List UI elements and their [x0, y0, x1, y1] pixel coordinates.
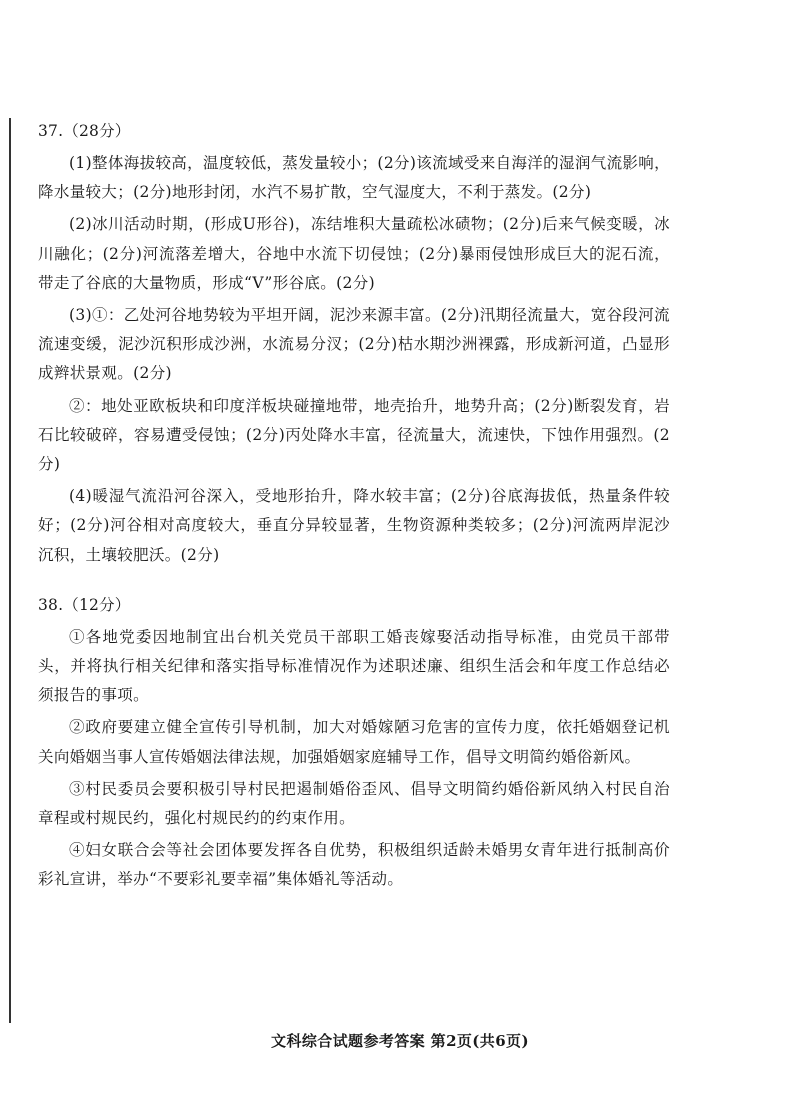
- q37-part3-answer-a: (3)①：乙处河谷地势较为平坦开阔，泥沙来源丰富。(2分)汛期径流量大，宽谷段河流流速变缓，泥沙沉积形成沙洲，水流易分汊；(2分)枯水期沙洲裸露，形成新河道，凸显形成辫状景观。(2分): [38, 306, 670, 383]
- q37-part3-answer-b: ②：地处亚欧板块和印度洋板块碰撞地带，地壳抬升，地势升高；(2分)断裂发育，岩石比较破碎，容易遭受侵蚀；(2分)丙处降水丰富，径流量大，流速快，下蚀作用强烈。(2分): [38, 396, 670, 474]
- question-38-section: [38, 590, 670, 895]
- binding-margin-line: [9, 118, 11, 1023]
- q38-point1: ①各地党委因地制宜出台机关党员干部职工婚丧嫁娶活动指导标准，由党员干部带头，并将执行相关纪律和落实指导标准情况作为述职述廉、组织生活会和年度工作总结必须报告的事项。: [38, 627, 670, 705]
- q37-part2-answer: (2)冰川活动时期，(形成U形谷)，冻结堆积大量疏松冰碛物；(2分)后来气候变暖，冰川融化；(2分)河流落差增大，谷地中水流下切侵蚀；(2分)暴雨侵蚀形成巨大的泥石流，带走了谷底的大量物质，形成“V”形谷底。(2分): [38, 215, 670, 292]
- page-footer: 文科综合试题参考答案 第2页(共6页): [271, 1032, 529, 1050]
- question-37-section: [38, 116, 670, 570]
- question-37-heading: 37.（28分）: [38, 122, 131, 140]
- q38-point2: ②政府要建立健全宣传引导机制，加大对婚嫁陋习危害的宣传力度，依托婚姻登记机关向婚姻当事人宣传婚姻法律法规，加强婚姻家庭辅导工作，倡导文明简约婚俗新风。: [38, 718, 670, 766]
- q37-part4-answer: (4)暖湿气流沿河谷深入，受地形抬升，降水较丰富；(2分)谷底海拔低，热量条件较好；(2分)河谷相对高度较大，垂直分异较显著，生物资源种类较多；(2分)河流两岸泥沙沉积，土壤较肥沃。(2分): [38, 487, 670, 564]
- q37-part1-answer: (1)整体海拔较高，温度较低，蒸发量较小；(2分)该流域受来自海洋的湿润气流影响，降水量较大；(2分)地形封闭，水汽不易扩散，空气湿度大，不利于蒸发。(2分): [38, 154, 670, 202]
- question-38-heading: 38.（12分）: [38, 595, 131, 614]
- answer-content: [38, 116, 670, 895]
- q38-point3: ③村民委员会要积极引导村民把遏制婚俗歪风、倡导文明简约婚俗新风纳入村民自治章程或村规民约，强化村规民约的约束作用。: [38, 779, 670, 828]
- q38-point4: ④妇女联合会等社会团体要发挥各自优势，积极组织适龄未婚男女青年进行抵制高价彩礼宣讲，举办“不要彩礼要幸福”集体婚礼等活动。: [38, 841, 670, 889]
